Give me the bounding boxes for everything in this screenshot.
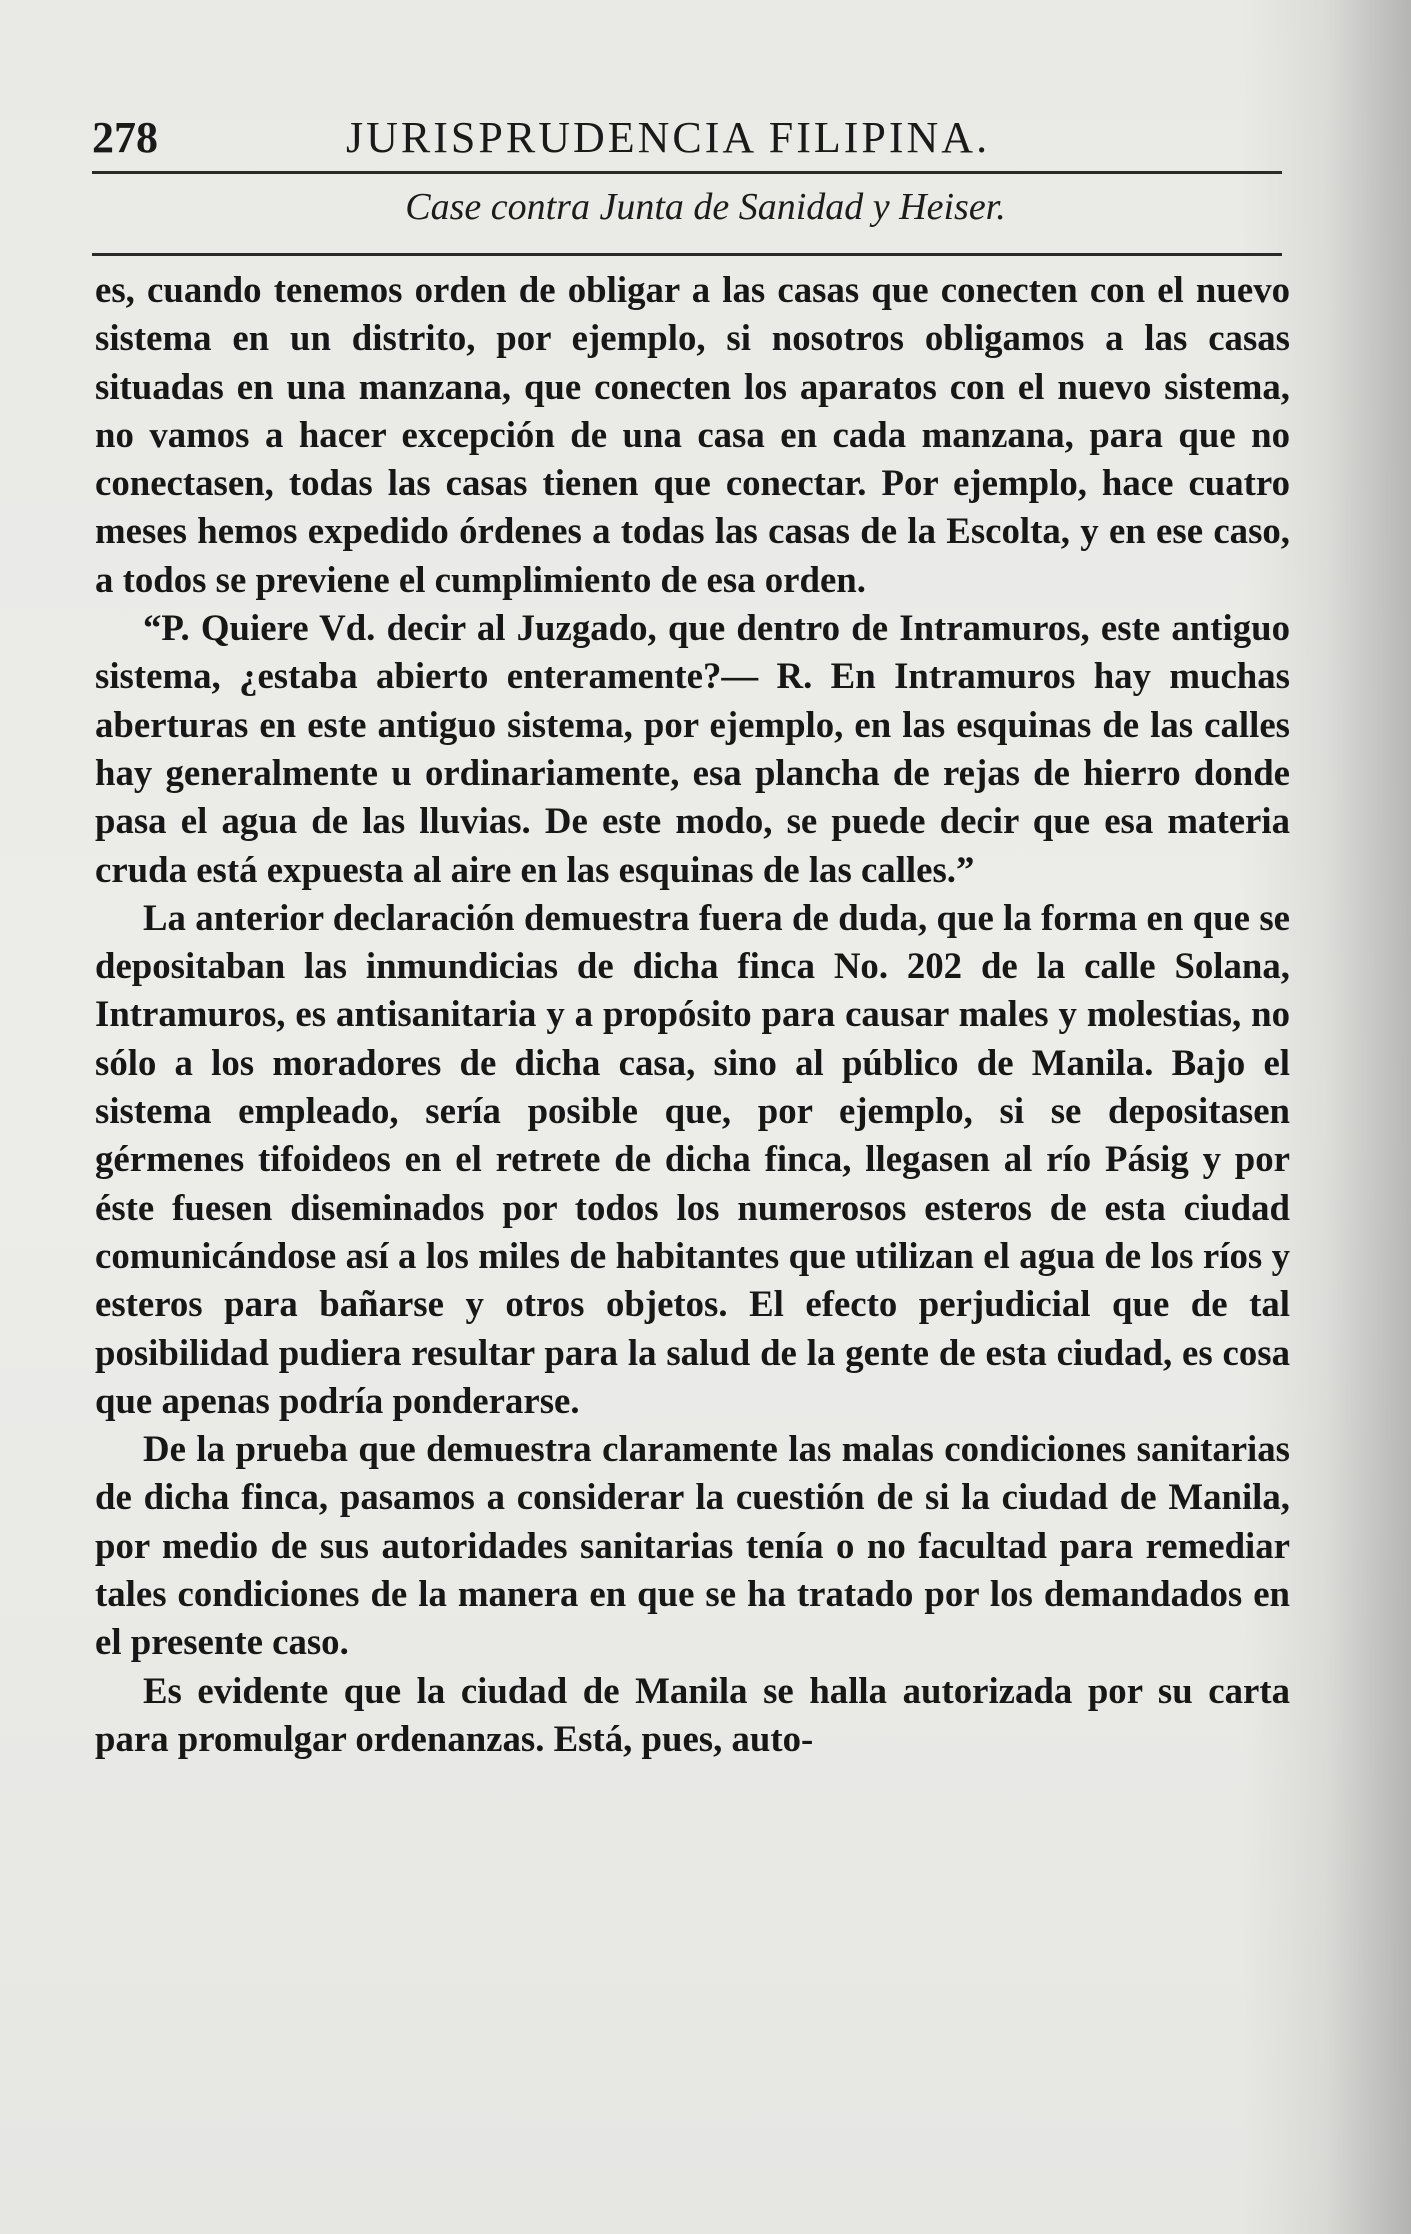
paragraph-4: De la prueba que demuestra claramente las malas condiciones sanitarias de dicha finca, pasamos a considerar la cuestión de si la ciudad de Manila, por medio de sus autoridades sanitarias tenía o no facultad para remediar tales condiciones de la manera en que se ha tratado por los demandados en el presente caso. [95, 1428, 1290, 1663]
header-rule-top [92, 171, 1282, 174]
paragraph-5: Es evidente que la ciudad de Manila se halla autorizada por su carta para promulgar ordenanzas. Está, pues, auto- [95, 1669, 1290, 1759]
paragraph-2: “P. Quiere Vd. decir al Juzgado, que dentro de Intramuros, este antiguo sistema, ¿estaba abierto enteramente?— R. En Intramuros hay muchas aberturas en este antiguo sistema, por ejemplo, en las esquinas de las calles hay generalmente u ordinariamente, esa plancha de rejas de hierro donde pasa el agua de las lluvias. De este modo, se puede decir que esa materia cruda está expuesta al aire en las esquinas de las calles.” [95, 607, 1290, 890]
paragraph-3: La anterior declaración demuestra fuera de duda, que la forma en que se depositaban las inmundicias de dicha finca No. 202 de la calle Solana, Intramuros, es antisanitaria y a propósito para causar males y molestias, no sólo a los moradores de dicha casa, sino al público de Manila. Bajo el sistema empleado, sería posible que, por ejemplo, si se depositasen gérmenes tifoideos en el retrete de dicha finca, llegasen al río Pásig y por éste fuesen diseminados por todos los numerosos esteros de esta ciudad comunicándose así a los miles de habitantes que utilizan el agua de los ríos y esteros para bañarse y otros objetos. El efecto perjudicial que de tal posibilidad pudiera resultar para la salud de la gente de esta ciudad, es cosa que apenas podría ponderarse. [95, 896, 1290, 1421]
body-text [95, 266, 1290, 1763]
case-title: Case contra Junta de Sanidad y Heiser. [405, 186, 1006, 228]
page-header [92, 108, 1282, 168]
header-rule-bottom [92, 253, 1282, 256]
running-head: JURISPRUDENCIA FILIPINA. [346, 113, 991, 162]
page-number: 278 [92, 113, 158, 162]
paragraph-1: es, cuando tenemos orden de obligar a las casas que conecten con el nuevo sistema en un distrito, por ejemplo, si nosotros obligamos a las casas situadas en una manzana, que conecten los aparatos con el nuevo sistema, no vamos a hacer excepción de una casa en cada manzana, para que no conectasen, todas las casas tienen que conectar. Por ejemplo, hace cuatro meses hemos expedido órdenes a todas las casas de la Escolta, y en ese caso, a todos se previene el cumplimiento de esa orden. [95, 269, 1290, 600]
